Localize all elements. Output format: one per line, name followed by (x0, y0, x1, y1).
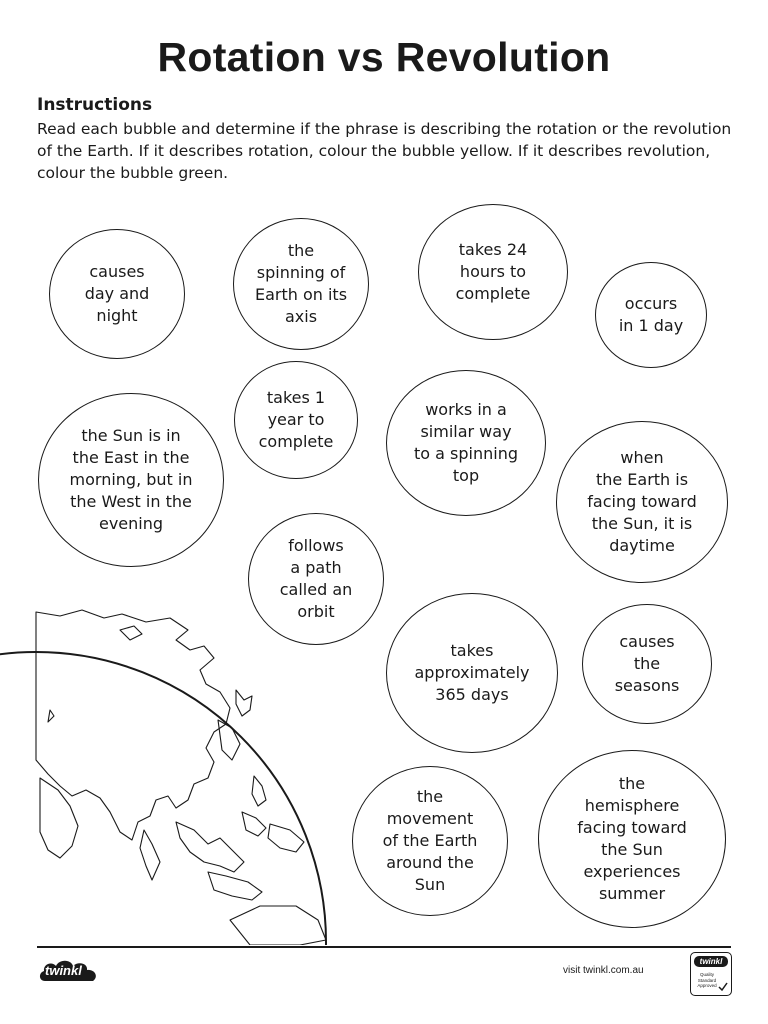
badge-brand: twinkl (694, 956, 728, 967)
globe-illustration (0, 600, 340, 945)
checkmark-icon (718, 982, 728, 992)
earth-globe-icon (0, 600, 340, 945)
page-title: Rotation vs Revolution (157, 34, 611, 80)
footer-divider (37, 946, 731, 948)
bubble-sun-east-west (38, 393, 224, 567)
bubble-text: takes approximately 365 days (414, 641, 530, 704)
quality-badge (690, 952, 732, 996)
twinkl-logo-text: twinkl (45, 963, 82, 978)
instructions-text: Read each bubble and determine if the phrase is describing the rotation or the revolution of the Earth. If it describes rotation, colour the bubble yellow. If it describes revolution, colour the bubble green. (37, 120, 732, 182)
bubble-365-days (386, 593, 558, 753)
bubble-text: causes day and night (84, 262, 150, 325)
bubble-text: works in a similar way to a spinning top (414, 400, 518, 485)
bubble-spinning-of-earth (233, 218, 369, 350)
bubble-spinning-top (386, 370, 546, 516)
bubble-text: the movement of the Earth around the Sun (382, 787, 478, 894)
bubble-causes-seasons (582, 604, 712, 724)
bubble-text: the spinning of Earth on its axis (254, 241, 348, 326)
bubble-text: when the Earth is facing toward the Sun, it is daytime (587, 448, 697, 555)
twinkl-logo (37, 955, 101, 987)
bubble-hemisphere-summer (538, 750, 726, 928)
footer-url: visit twinkl.com.au (563, 965, 644, 976)
bubble-takes-1-year (234, 361, 358, 479)
bubble-text: the hemisphere facing toward the Sun experiences summer (577, 774, 687, 903)
bubble-text: the Sun is in the East in the morning, but in the West in the evening (69, 426, 193, 533)
bubble-text: causes the seasons (614, 632, 680, 695)
bubble-text: takes 1 year to complete (258, 388, 334, 451)
bubble-movement-around-sun (352, 766, 508, 916)
bubble-earth-facing-sun-daytime (556, 421, 728, 583)
bubble-takes-24-hours (418, 204, 568, 340)
bubble-text: follows a path called an orbit (279, 536, 353, 621)
instructions-heading: Instructions (37, 95, 153, 115)
bubble-text: occurs in 1 day (618, 294, 684, 335)
bubble-causes-day-and-night (49, 229, 185, 359)
bubble-occurs-in-1-day (595, 262, 707, 368)
badge-caption: Quality Standard Approved (697, 972, 717, 988)
bubble-text: takes 24 hours to complete (455, 240, 531, 303)
